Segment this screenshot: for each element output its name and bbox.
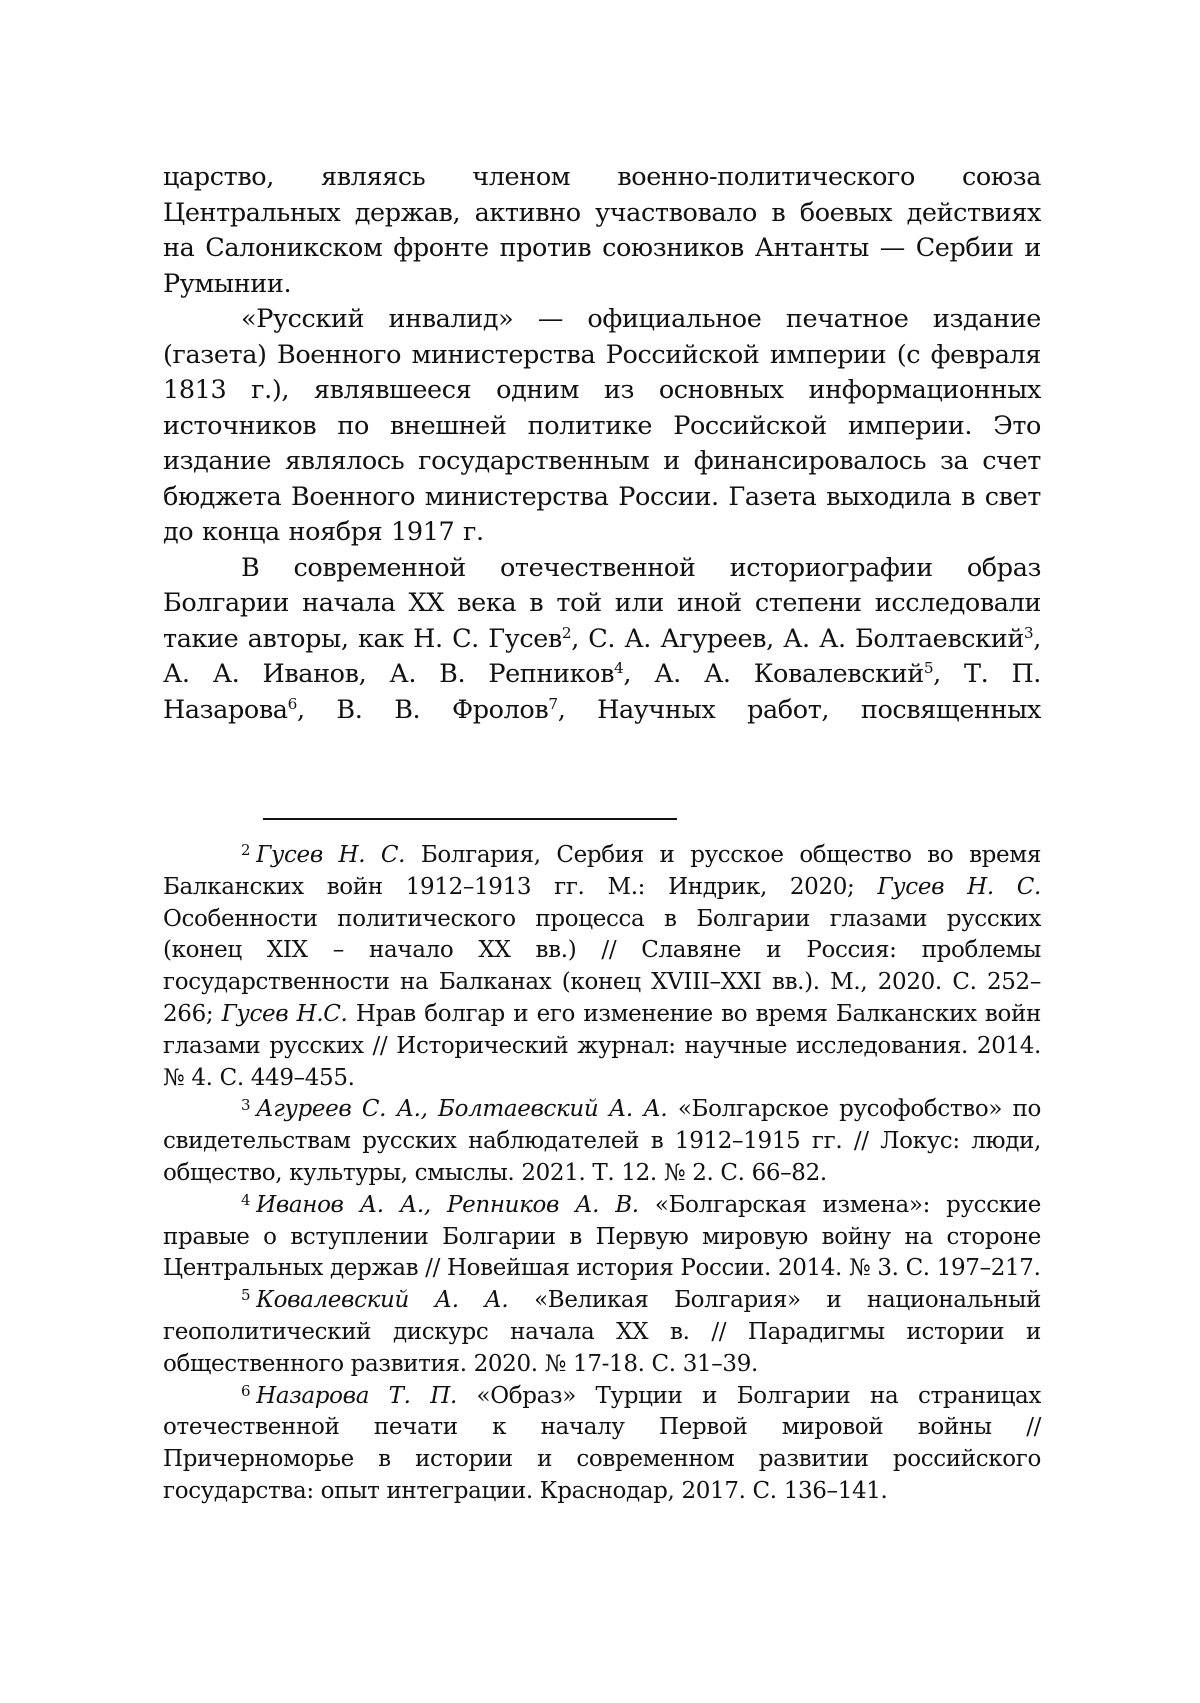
footnotes xyxy=(163,840,1041,1508)
footnote-text: Нрав болгар и его изменение во время Балканских войн глазами русских // Исторический журнал: научные исследования. 2014. № 4. С. 449–455. xyxy=(163,1001,1041,1091)
footnote-author: Гусев Н. С. xyxy=(877,874,1041,900)
footnote-ref-3: 3 xyxy=(1024,623,1033,641)
footnote-2 xyxy=(163,840,1041,1094)
paragraph-3 xyxy=(163,551,1041,729)
paragraph-3-text: , А. А. Иванов, А. В. Репников xyxy=(163,624,1041,690)
paragraph-3-text: , В. В. Фролов xyxy=(297,695,548,725)
footnote-number: 6 xyxy=(241,1382,250,1400)
footnote-4 xyxy=(163,1190,1041,1285)
paragraph-3-text: В современной отечественной историографии образ Болгарии начала XX века в той или иной степени исследовали такие авторы, как Н. С. Гусев xyxy=(163,553,1041,654)
footnote-text: «Болгарская измена»: русские правые о вступлении Болгарии в Первую мировую войну на стороне Центральных держав // Новейшая история России. 2014. № 3. С. 197–217. xyxy=(163,1192,1041,1282)
main-text xyxy=(163,160,1041,728)
footnote-number: 5 xyxy=(241,1286,250,1304)
footnote-number: 4 xyxy=(241,1191,250,1209)
footnote-text: Особенности политического процесса в Болгарии глазами русских (конец XIX – начало XX вв.) // Славяне и Россия: проблемы государственности на Балканах (конец XVIII–XXI вв.). М., 2020. С. 252–266; xyxy=(163,906,1041,1027)
paragraph-3-text: , А. А. Ковалевский xyxy=(623,659,923,689)
paragraph-3-text: , Научных работ, посвященных xyxy=(558,695,1041,725)
paragraph-2: «Русский инвалид» — официальное печатное издание (газета) Военного министерства Российской империи (с февраля 1813 г.), являвшееся одним из основных информационных источников по внешней политике Российской империи. Это издание являлось государственным и финансировалось за счет бюджета Военного министерства России. Газета выходила в свет до конца ноября 1917 г. xyxy=(163,302,1041,551)
paragraph-3-text: , Т. П. Назарова xyxy=(163,659,1041,725)
footnote-ref-7: 7 xyxy=(548,694,557,712)
footnote-ref-2: 2 xyxy=(562,623,571,641)
paragraph-3-text: , С. А. Агуреев, А. А. Болтаевский xyxy=(571,624,1024,654)
footnote-author: Назарова Т. П. xyxy=(256,1383,457,1409)
footnote-text: «Великая Болгария» и национальный геополитический дискурс начала XX в. // Парадигмы истории и общественного развития. 2020. № 17-18. С. 31–39. xyxy=(163,1287,1041,1377)
footnote-6 xyxy=(163,1381,1041,1508)
footnote-number: 2 xyxy=(241,841,250,859)
footnote-author: Иванов А. А., Репников А. В. xyxy=(256,1192,639,1218)
footnote-ref-5: 5 xyxy=(924,659,933,677)
footnote-text: «Образ» Турции и Болгарии на страницах отечественной печати к началу Первой мировой войны // Причерноморье в истории и современном развитии российского государства: опыт интеграции. Краснодар, 2017. С. 136–141. xyxy=(163,1383,1041,1504)
footnote-text: Болгария, Сербия и русское общество во время Балканских войн 1912–1913 гг. М.: Индрик, 2020; xyxy=(163,842,1041,900)
footnote-author: Ковалевский А. А. xyxy=(256,1287,508,1313)
footnote-number: 3 xyxy=(241,1096,250,1114)
footnote-author: Агуреев С. А., Болтаевский А. А. xyxy=(256,1096,667,1122)
footnote-5 xyxy=(163,1285,1041,1380)
footnote-text: «Болгарское русофобство» по свидетельствам русских наблюдателей в 1912–1915 гг. // Локус: люди, общество, культуры, смыслы. 2021. Т. 12. № 2. С. 66–82. xyxy=(163,1096,1041,1186)
footnote-ref-6: 6 xyxy=(288,694,297,712)
footnote-separator xyxy=(263,818,677,820)
footnote-3 xyxy=(163,1094,1041,1189)
document-page xyxy=(0,0,1200,1703)
footnote-author: Гусев Н. С. xyxy=(256,842,405,868)
footnote-ref-4: 4 xyxy=(614,659,623,677)
footnote-author: Гусев Н.С. xyxy=(222,1001,348,1027)
paragraph-1: царство, являясь членом военно-политического союза Центральных держав, активно участвовало в боевых действиях на Салоникском фронте против союзников Антанты — Сербии и Румынии. xyxy=(163,160,1041,302)
